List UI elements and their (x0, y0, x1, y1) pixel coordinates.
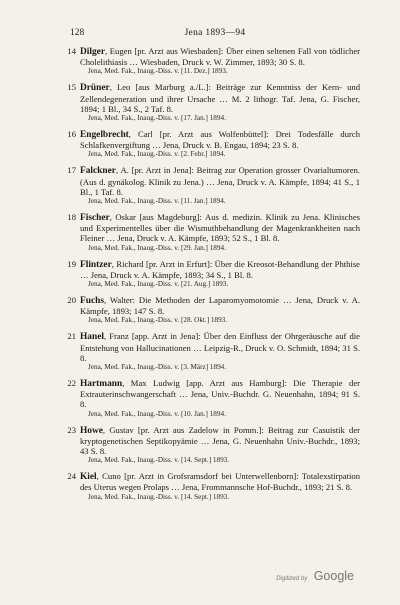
entry-citation (70, 259, 360, 280)
entry-citation (70, 82, 360, 114)
entry-number: 16 (67, 129, 76, 140)
entry-number: 22 (67, 378, 76, 389)
dissertation-note: Jena, Med. Fak., Inaug.-Diss. v. [14. Sept.] 1893. (88, 456, 230, 465)
dissertation-entry (67, 258, 360, 289)
dissertation-entry (67, 424, 360, 466)
dissertation-list (67, 46, 360, 508)
author-surname: Flintzer (80, 259, 112, 270)
entry-number: 23 (67, 424, 76, 435)
dissertation-note: Jena, Med. Fak., Inaug.-Diss. v. [2. Febr.] 1894. (88, 150, 226, 159)
entry-citation (70, 378, 360, 410)
dissertation-entry (67, 165, 360, 206)
entry-citation (70, 295, 360, 316)
citation-text: , Oskar [aus Magdeburg]: Aus d. medizin. Klinik zu Jena. Klinisches und Experimentelles über die Wismuthbehandlung der Magenkrankheiten nach Fleiner … Jena, Druck v. A. Kämpfe, 1893; 52 S., 1 Bl. 8. (80, 212, 360, 244)
google-watermark (276, 567, 354, 585)
dissertation-note: Jena, Med. Fak., Inaug.-Diss. v. [10. Jan.] 1894. (88, 409, 226, 418)
page-number: 128 (70, 28, 85, 38)
entry-citation (70, 46, 360, 67)
dissertation-entry (67, 331, 360, 372)
author-surname: Dilger (80, 47, 105, 57)
citation-text: , Gustav [pr. Arzt aus Zadelow in Pomm.]: Beitrag zur Casuistik der kryptogenetischen Septikopyämie … Jena, G. Neuenhahn Univ.-Buchdr., 1893; 43 S. 8. (80, 424, 360, 457)
running-title: Jena 1893—94 (184, 28, 246, 38)
author-surname: Hartmann (80, 379, 123, 390)
author-surname: Howe (80, 425, 103, 436)
entry-citation (70, 331, 360, 363)
dissertation-note: Jena, Med. Fak., Inaug.-Diss. v. [3. März] 1894. (88, 363, 227, 372)
dissertation-note: Jena, Med. Fak., Inaug.-Diss. v. [17. Jan.] 1894. (88, 114, 226, 123)
dissertation-note: Jena, Med. Fak., Inaug.-Diss. v. [14. Sept.] 1893. (88, 492, 230, 501)
entry-number: 24 (67, 471, 76, 482)
page-header (70, 28, 360, 42)
entry-citation (70, 471, 360, 492)
author-surname: Falckner (80, 166, 116, 177)
entry-number: 14 (67, 46, 76, 56)
entry-number: 18 (67, 212, 76, 223)
dissertation-entry (67, 295, 360, 325)
google-logo: Google (313, 569, 354, 583)
entry-number: 17 (67, 165, 76, 176)
dissertation-note: Jena, Med. Fak., Inaug.-Diss. v. [28. Okt.] 1893. (88, 316, 228, 325)
author-surname: Hanel (80, 332, 104, 343)
dissertation-entry (67, 378, 360, 419)
citation-text: , A. [pr. Arzt in Jena]: Beitrag zur Operation grosser Ovarialtumoren. (Aus d. gynäkolog. Klinik zu Jena.) … Jena, Druck v. A. Kämpfe, 1894; 41 S., 1 Bl., 1 Taf. 8. (80, 165, 360, 197)
author-surname: Fuchs (80, 296, 104, 307)
dissertation-entry (67, 46, 360, 76)
dissertation-note: Jena, Med. Fak., Inaug.-Diss. v. [29. Jan.] 1894. (88, 243, 226, 252)
entry-number: 21 (67, 331, 76, 342)
dissertation-entry (67, 82, 360, 123)
dissertation-entry (67, 471, 360, 501)
entry-number: 15 (67, 82, 76, 93)
dissertation-note: Jena, Med. Fak., Inaug.-Diss. v. [11. Dez.] 1893. (88, 67, 228, 76)
author-surname: Engelbrecht (80, 130, 129, 141)
dissertation-note: Jena, Med. Fak., Inaug.-Diss. v. [11. Jan.] 1894. (88, 197, 226, 206)
citation-text: , Franz [app. Arzt in Jena]: Über den Einfluss der Ohrgeräusche auf die Entstehung von Hallucinationen … Leipzig-R., Druck v. O. Schmidt, 1894; 31 S. 8. (80, 331, 360, 363)
citation-text: , Eugen [pr. Arzt aus Wiesbaden]: Über einen seltenen Fall von tödlicher Cholelithiasis … Wiesbaden, Druck v. W. Zimmer, 1893; 30 S. 8. (80, 46, 360, 68)
citation-text: , Walter: Die Methoden der Laparomyomotomie … Jena, Druck v. A. Kämpfe, 1893; 147 S. 8. (80, 295, 360, 317)
entry-number: 19 (67, 258, 76, 269)
citation-text: , Leo [aus Marburg a./L.]: Beiträge zur Kenntniss der Kern- und Zellendegeneration und ihrer Ursache … M. 2 lithogr. Taf. Jena, G. Fischer, 1894; 1 Bl., 34 S., 2 Taf. 8. (80, 82, 360, 114)
citation-text: , Max Ludwig [app. Arzt aus Hamburg]: Die Therapie der Extrauterinschwangerschaft … Jena, Univ.-Buchdr. G. Neuenhahn, 1894; 91 S. 8. (80, 378, 360, 410)
entry-citation (70, 425, 360, 457)
digitized-by-label: Digitized by (276, 576, 308, 582)
dissertation-note: Jena, Med. Fak., Inaug.-Diss. v. [21. Aug.] 1893. (88, 280, 229, 289)
entry-citation (70, 212, 360, 244)
author-surname: Kiel (80, 472, 97, 483)
dissertation-entry (67, 212, 360, 253)
dissertation-entry (67, 129, 360, 159)
entry-number: 20 (67, 295, 76, 306)
author-surname: Drüner (80, 83, 110, 94)
citation-text: , Cuno [pr. Arzt in Grofsramsdorf bei Unterwellenborn]: Totalexstirpation des Uterus wegen Prolaps … Jena, Frommannsche Hof-Buchdr., 1893; 21 S. 8. (80, 471, 360, 493)
citation-text: , Carl [pr. Arzt aus Wolfenbüttel]: Drei Todesfälle durch Schlafkenvergiftung … Jena, Druck v. B. Engau, 1894; 23 S. 8. (80, 129, 360, 151)
author-surname: Fischer (80, 213, 110, 224)
entry-citation (70, 165, 360, 197)
entry-citation (70, 129, 360, 150)
citation-text: , Richard [pr. Arzt in Erfurt]: Über die Kreosot-Behandlung der Phthise … Jena, Druck v. A. Kämpfe, 1893; 34 S., 1 Bl. 8. (80, 258, 360, 280)
